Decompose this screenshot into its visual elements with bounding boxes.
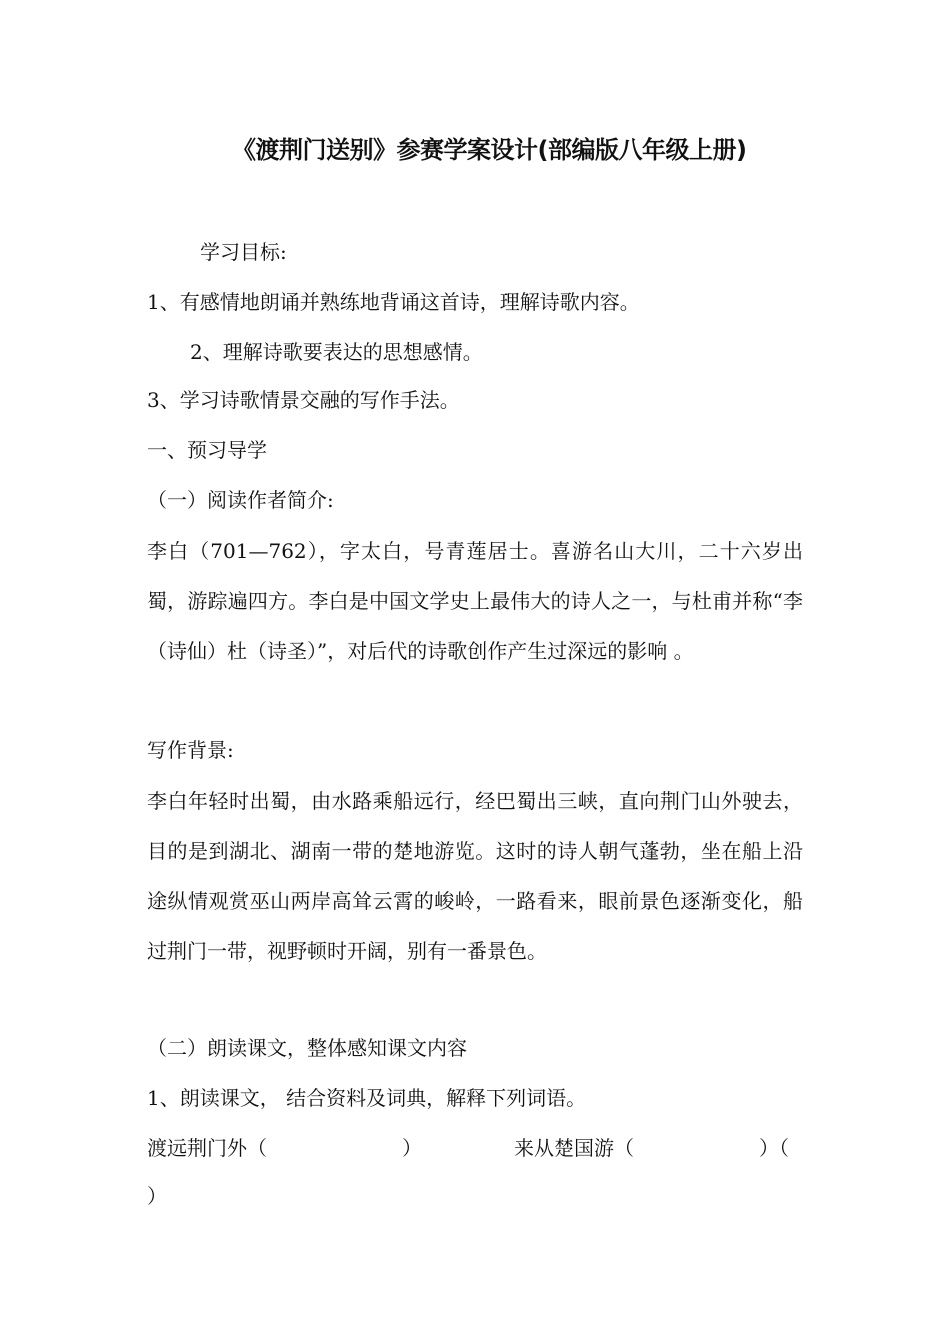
background-heading: 写作背景: bbox=[147, 738, 234, 762]
subsection-heading-reading: （二）朗读课文，整体感知课文内容 bbox=[147, 1036, 467, 1060]
vocab-item-2-prefix: 来从楚国游（ bbox=[514, 1136, 634, 1160]
task-1-instruction: 1、朗读课文， 结合资料及词典，解释下列词语。 bbox=[147, 1086, 587, 1110]
vocab-item-2-suffix: ）（ bbox=[759, 1136, 789, 1160]
objective-item-1: 1、有感情地朗诵并熟练地背诵这首诗，理解诗歌内容。 bbox=[147, 290, 640, 314]
section-heading-preview: 一、预习导学 bbox=[147, 438, 267, 462]
objectives-heading: 学习目标: bbox=[200, 240, 287, 264]
vocab-wrap-close: ） bbox=[147, 1184, 167, 1208]
vocab-item-1-suffix: ） bbox=[402, 1136, 422, 1160]
vocab-item-1-prefix: 渡远荆门外（ bbox=[147, 1136, 267, 1160]
objective-item-2: 2、理解诗歌要表达的思想感情。 bbox=[190, 340, 483, 364]
author-bio-paragraph: 李白（701—762），字太白，号青莲居士。喜游名山大川，二十六岁出蜀，游踪遍四方。李白是中国文学史上最伟大的诗人之一，与杜甫并称“李（诗仙）杜（诗圣）”，对后代的诗歌创作产生过深远的影响 。 bbox=[147, 539, 803, 663]
objective-item-3: 3、学习诗歌情景交融的写作手法。 bbox=[147, 388, 460, 412]
page-title: 《渡荆门送别》参赛学案设计(部编版八年级上册) bbox=[232, 136, 747, 164]
background-paragraph: 李白年轻时出蜀，由水路乘船远行，经巴蜀出三峡，直向荆门山外驶去，目的是到湖北、湖南一带的楚地游览。这时的诗人朝气蓬勃，坐在船上沿途纵情观赏巫山两岸高耸云霄的峻岭，一路看来，眼前景色逐渐变化，船过荆门一带，视野顿时开阔，别有一番景色。 bbox=[147, 789, 803, 963]
subsection-heading-author: （一）阅读作者简介: bbox=[147, 488, 334, 512]
